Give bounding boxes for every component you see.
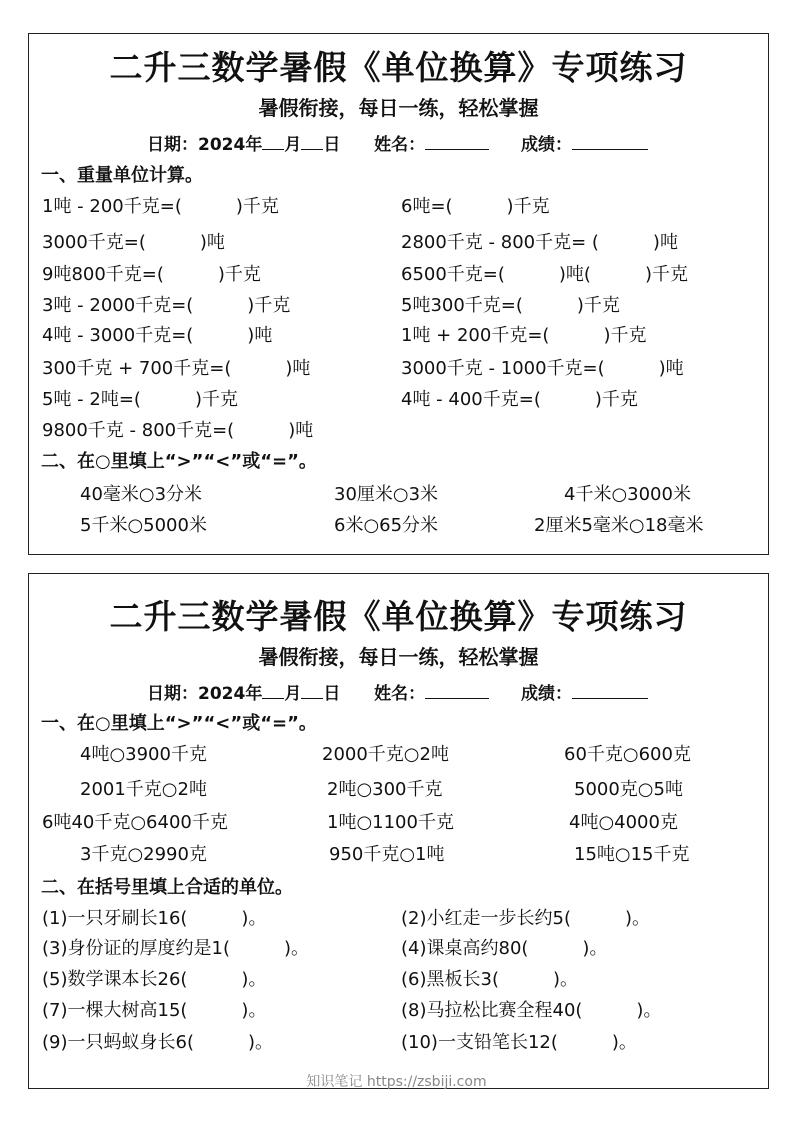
fill-unit-item: (5)数学课本长26( )。 — [42, 969, 267, 990]
compare-item: 5千米○5000米 — [80, 515, 207, 536]
worksheet-1 — [28, 33, 769, 555]
exercise-item: 3000千克 - 1000千克=( )吨 — [401, 358, 684, 379]
name-blank — [425, 133, 489, 150]
compare-item: 2001千克○2吨 — [80, 779, 207, 800]
name-label: 姓名： — [374, 684, 426, 704]
worksheet-2 — [28, 573, 769, 1089]
exercise-item: 300千克 + 700千克=( )吨 — [42, 358, 311, 379]
month-blank — [262, 133, 284, 150]
exercise-item: 3000千克=( )吨 — [42, 232, 225, 253]
page-subtitle: 暑假衔接，每日一练，轻松掌握 — [258, 96, 539, 120]
fill-unit-item: (10)一支铅笔长12( )。 — [401, 1032, 637, 1053]
exercise-item: 5吨 - 2吨=( )千克 — [42, 389, 238, 410]
compare-item: 4吨○3900千克 — [80, 744, 207, 765]
page-title: 二升三数学暑假《单位换算》专项练习 — [109, 48, 688, 87]
score-blank — [572, 133, 648, 150]
compare-item: 60千克○600克 — [564, 744, 691, 765]
exercise-item: 6500千克=( )吨( )千克 — [401, 264, 688, 285]
score-blank — [572, 682, 648, 699]
fill-unit-item: (6)黑板长3( )。 — [401, 969, 578, 990]
fill-unit-item: (2)小红走一步长约5( )。 — [401, 908, 650, 929]
compare-item: 15吨○15千克 — [574, 844, 690, 865]
info-line — [147, 130, 648, 155]
exercise-item: 1吨 + 200千克=( )千克 — [401, 325, 647, 346]
page-title: 二升三数学暑假《单位换算》专项练习 — [109, 597, 688, 636]
compare-item: 3千克○2990克 — [80, 844, 207, 865]
exercise-item: 1吨 - 200千克=( )千克 — [42, 196, 279, 217]
fill-unit-item: (7)一棵大树高15( )。 — [42, 1000, 267, 1021]
month-label: 月 — [284, 135, 302, 155]
compare-item: 6米○65分米 — [334, 515, 439, 536]
compare-item: 40毫米○3分米 — [80, 484, 203, 505]
compare-item: 950千克○1吨 — [329, 844, 445, 865]
section-title: 二、在括号里填上合适的单位。 — [41, 877, 293, 898]
day-label: 日 — [323, 684, 341, 704]
section-title: 一、在○里填上“>”“<”或“=”。 — [41, 713, 317, 734]
score-label: 成绩： — [521, 684, 573, 704]
compare-item: 1吨○1100千克 — [327, 812, 454, 833]
exercise-item: 3吨 - 2000千克=( )千克 — [42, 295, 291, 316]
day-blank — [301, 682, 323, 699]
fill-unit-item: (4)课桌高约80( )。 — [401, 938, 608, 959]
exercise-item: 4吨 - 400千克=( )千克 — [401, 389, 638, 410]
compare-item: 2000千克○2吨 — [322, 744, 449, 765]
compare-item: 2厘米5毫米○18毫米 — [534, 515, 704, 536]
exercise-item: 4吨 - 3000千克=( )吨 — [42, 325, 273, 346]
day-blank — [301, 133, 323, 150]
exercise-item: 2800千克 - 800千克= ( )吨 — [401, 232, 678, 253]
month-blank — [262, 682, 284, 699]
date-label: 日期：2024年 — [147, 684, 263, 704]
exercise-item: 9吨800千克=( )千克 — [42, 264, 261, 285]
fill-unit-item: (3)身份证的厚度约是1( )。 — [42, 938, 309, 959]
fill-unit-item: (1)一只牙刷长16( )。 — [42, 908, 267, 929]
name-blank — [425, 682, 489, 699]
exercise-item: 9800千克 - 800千克=( )吨 — [42, 420, 314, 441]
compare-item: 30厘米○3米 — [334, 484, 439, 505]
day-label: 日 — [323, 135, 341, 155]
fill-unit-item: (9)一只蚂蚁身长6( )。 — [42, 1032, 273, 1053]
page-subtitle: 暑假衔接，每日一练，轻松掌握 — [258, 645, 539, 669]
watermark: 知识笔记 https://zsbiji.com — [306, 1074, 487, 1090]
compare-item: 2吨○300千克 — [327, 779, 443, 800]
compare-item: 5000克○5吨 — [574, 779, 683, 800]
month-label: 月 — [284, 684, 302, 704]
section-title: 二、在○里填上“>”“<”或“=”。 — [41, 451, 317, 472]
section-title: 一、重量单位计算。 — [41, 165, 203, 186]
compare-item: 4千米○3000米 — [564, 484, 691, 505]
fill-unit-item: (8)马拉松比赛全程40( )。 — [401, 1000, 662, 1021]
score-label: 成绩： — [521, 135, 573, 155]
compare-item: 6吨40千克○6400千克 — [42, 812, 228, 833]
name-label: 姓名： — [374, 135, 426, 155]
date-label: 日期：2024年 — [147, 135, 263, 155]
exercise-item: 5吨300千克=( )千克 — [401, 295, 620, 316]
compare-item: 4吨○4000克 — [569, 812, 678, 833]
exercise-item: 6吨=( )千克 — [401, 196, 550, 217]
info-line — [147, 679, 648, 704]
